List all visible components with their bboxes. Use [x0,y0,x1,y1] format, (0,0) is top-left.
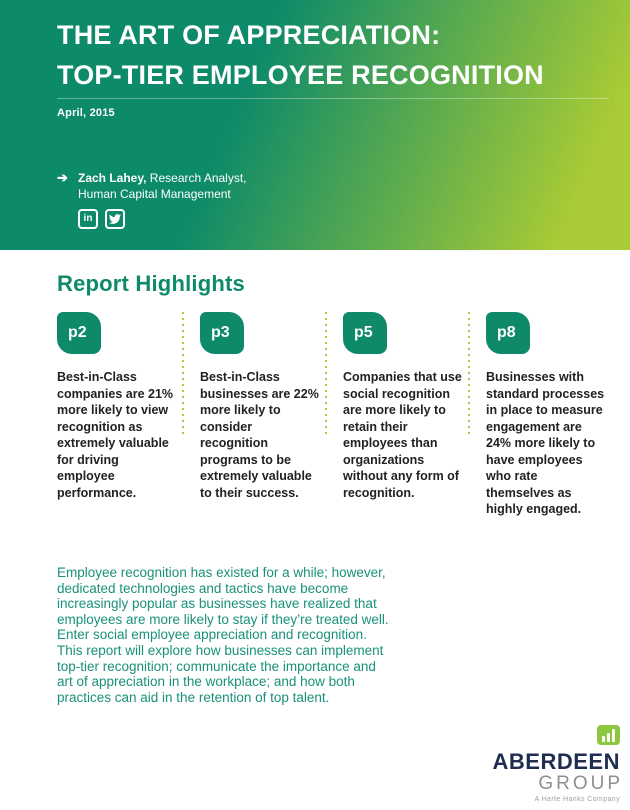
report-title-line1: THE ART OF APPRECIATION: [57,20,441,50]
author-department: Human Capital Management [78,187,231,201]
highlight-column-1 [57,312,177,501]
linkedin-icon[interactable] [78,209,98,229]
highlight-text-2: Best-in-Class businesses are 22% more likely to consider recognition programs to be extremely valuable to their success. [200,370,319,500]
twitter-bird-glyph [109,213,121,225]
banner-divider [57,98,609,99]
dotted-separator-1 [182,312,184,434]
arrow-right-icon: ➔ [57,170,68,185]
highlight-text-1: Best-in-Class companies are 21% more likely to view recognition as extremely valuable for driving employee performance. [57,370,174,500]
highlights-heading: Report Highlights [57,271,245,296]
highlight-column-2 [200,312,320,501]
twitter-icon[interactable] [105,209,125,229]
social-links [78,209,247,229]
publication-date: April, 2015 [57,107,115,119]
author-text [78,170,247,202]
page-badge-p5[interactable]: p5 [343,312,387,354]
highlight-text-3: Companies that use social recognition are more likely to retain their employees than organizations without any form of recognition. [343,370,462,500]
report-title-line2: TOP-TIER EMPLOYEE RECOGNITION [57,60,544,90]
page-badge-p8[interactable]: p8 [486,312,530,354]
header-banner [0,0,630,250]
author-byline [57,170,247,229]
dotted-separator-3 [468,312,470,434]
linkedin-glyph: in [83,213,93,224]
author-name: Zach Lahey, [78,171,147,185]
author-role: Research Analyst, [146,171,247,185]
bar-chart-bar [607,733,610,742]
report-title [57,15,544,95]
bar-chart-icon [597,725,620,745]
page-badge-p3[interactable]: p3 [200,312,244,354]
highlight-text-4: Businesses with standard processes in place to measure engagement are 24% more likely to have employees who rate themselves as highly engaged. [486,370,605,516]
bar-chart-bar [612,729,615,742]
highlight-column-4 [486,312,606,518]
bar-chart-bar [602,736,605,742]
brand-tagline: A Harte Hanks Company [534,796,620,803]
aberdeen-group-logo [492,725,623,803]
intro-paragraph: Employee recognition has existed for a while; however, dedicated technologies and tactics have become increasingly popular as businesses have realized that employees are more likely to stay if they’re treated well. Enter social employee appreciation and recognition. This report will explore how businesses can implement top-tier recognition; communicate the importance and art of appreciation in the workplace; and how both practices can aid in the retention of top talent. [57,565,389,705]
brand-subname: GROUP [538,773,623,794]
brand-name: ABERDEEN [492,749,620,774]
page-badge-p2[interactable]: p2 [57,312,101,354]
dotted-separator-2 [325,312,327,434]
highlight-column-3 [343,312,463,501]
